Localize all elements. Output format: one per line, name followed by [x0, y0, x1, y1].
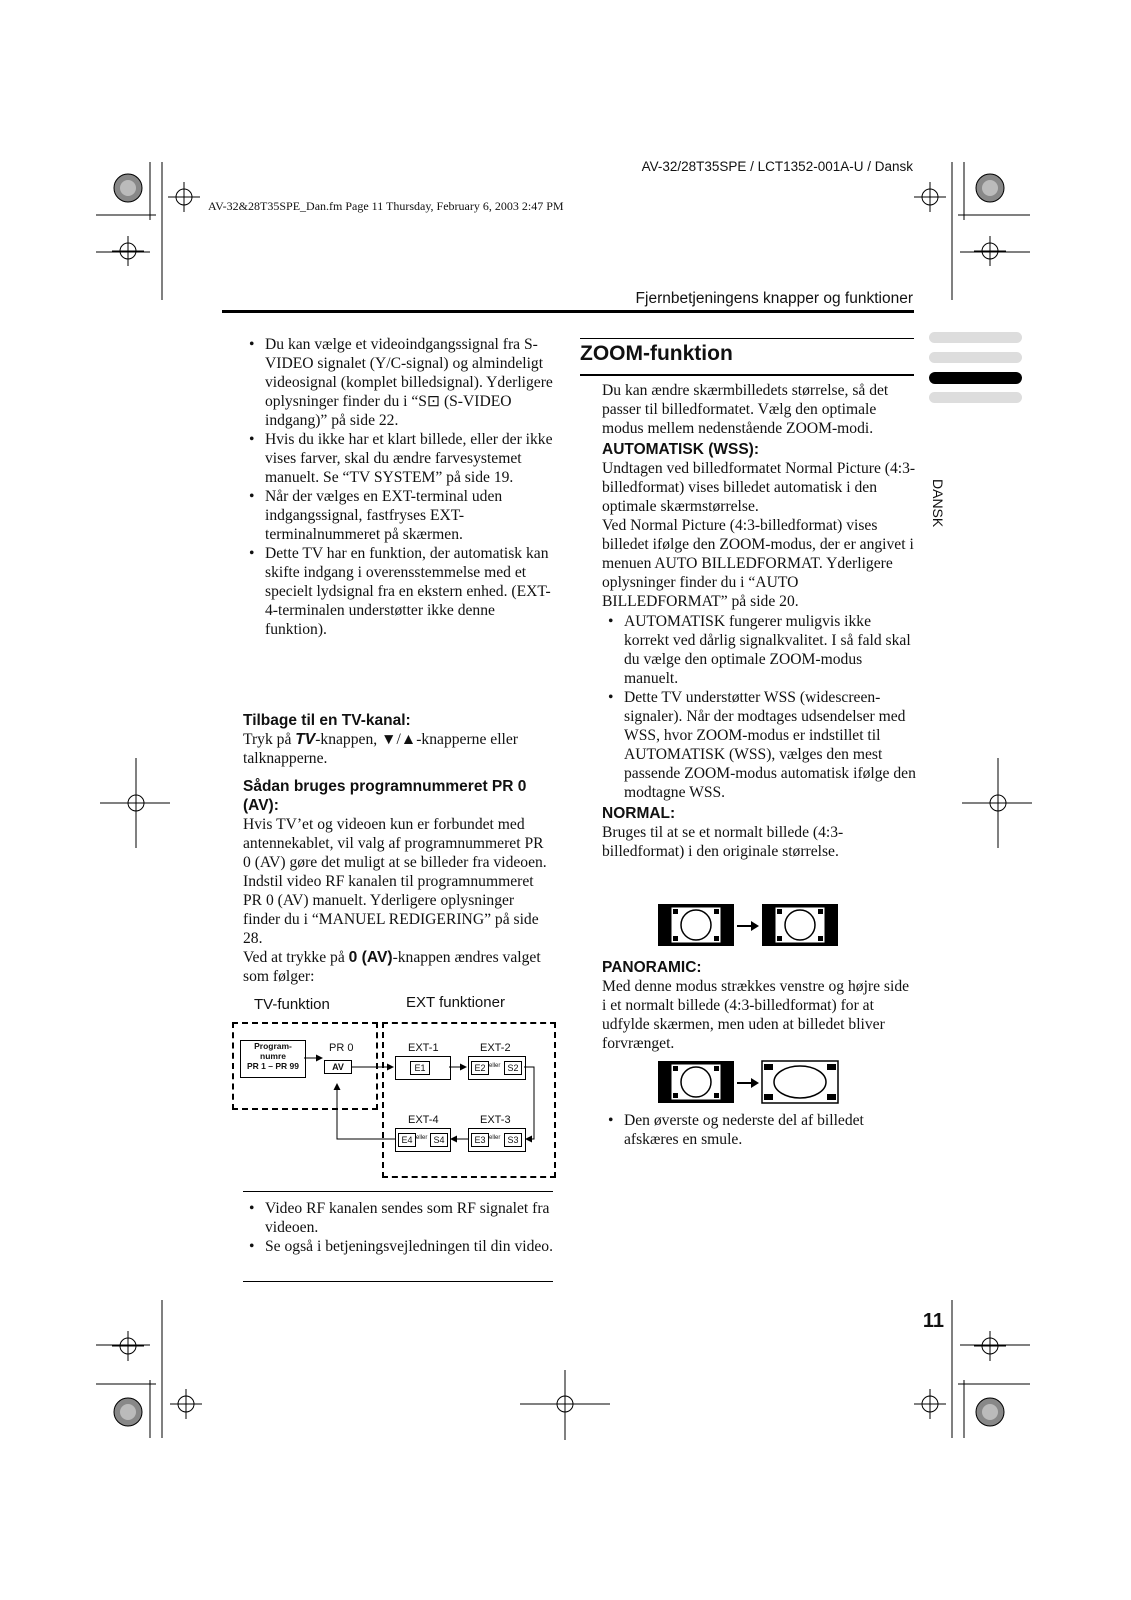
ext-function-label: EXT funktioner — [406, 994, 505, 1011]
auto-heading: AUTOMATISK (WSS): — [602, 441, 759, 458]
zoom-intro: Du kan ændre skærmbilledets størrelse, så det passer til billedformatet. Vælg den optimale modus mellem nedenstående ZOOM-modi. — [602, 382, 889, 437]
pr0-label: PR 0 — [329, 1042, 354, 1054]
list-item: • Dette TV understøtter WSS (widescreen-signaler). Når der modtages udsendelser med WSS, hvor ZOOM-modus er indstillet til AUTOMATISK (WSS), vælges den mest passende ZOOM-modus automatisk ifølge den modtagne WSS. — [602, 688, 916, 802]
auto-text: Ved Normal Picture (4:3-billedformat) vises billedet ifølge den ZOOM-modus, der er angivet i menuen AUTO BILLEDFORMAT. Yderligere oplysninger finder du i “AUTO BILLEDFORMAT” på side 20. — [602, 517, 914, 610]
arrow-right-icon — [737, 921, 759, 931]
tv-function-label: TV-funktion — [254, 996, 330, 1013]
tv-channel-heading: Tilbage til en TV-kanal: — [243, 712, 411, 729]
pr0-text: Hvis TV’et og videoen kun er forbundet med antennekablet, vil valg af programnummeret PR 0 (AV) gøre det muligt at se billeder fra videoen. Indstil video RF kanalen til programnummeret PR 0 (AV) manuelt. Yderligere oplysninger finder du i “MANUEL REDIGERING” på side 28. — [243, 816, 547, 947]
normal-mode-illustration — [657, 903, 839, 947]
eller-label: eller — [489, 1063, 501, 1069]
e1-key: E1 — [410, 1061, 430, 1075]
av-key: 0 (AV) — [348, 949, 393, 966]
model-line: AV-32/28T35SPE / LCT1352-001A-U / Dansk — [641, 159, 913, 174]
list-item: • Se også i betjeningsvejledningen til din video. — [243, 1237, 553, 1256]
eller-label: eller — [489, 1135, 501, 1141]
panoramic-heading: PANORAMIC: — [602, 959, 702, 976]
tv-channel-text: Tryk på TV-knappen, ▼/▲-knapperne eller talknapperne. — [243, 731, 518, 767]
side-tab — [929, 332, 1022, 343]
auto-text: Undtagen ved billedformatet Normal Picture (4:3-billedformat) vises billedet automatisk i den optimale skærmstørrelse. — [602, 460, 916, 515]
screen-4-3-icon — [658, 1061, 734, 1103]
panoramic-text: Med denne modus strækkes venstre og højre side i et normalt billede (4:3-billedformat) for at udfylde skærmen, men uden at billedet bliver forvrænget. — [602, 978, 910, 1052]
side-tab — [929, 352, 1022, 363]
ext4-label: EXT-4 — [408, 1114, 439, 1126]
normal-text: Bruges til at se et normalt billede (4:3-billedformat) i den originale størrelse. — [602, 824, 844, 860]
notes-rule-top — [243, 1191, 553, 1192]
list-item: • Du kan vælge et videoindgangssignal fra S-VIDEO signalet (Y/C-signal) og almindeligt videosignal (komplet billedsignal). Yderligere oplysninger finder du i “S⊡ (S-VIDEO indgang)” på side 22. — [243, 335, 553, 430]
screen-normal-icon — [762, 904, 838, 946]
pr0-text2: Ved at trykke på 0 (AV)-knappen ændres valget som følger: — [243, 949, 541, 985]
zoom-body — [602, 381, 916, 861]
ext3-label: EXT-3 — [480, 1114, 511, 1126]
side-tab-active — [929, 372, 1022, 384]
notes — [243, 1199, 553, 1256]
crop-mark-icon — [96, 160, 216, 300]
screen-panoramic-icon — [762, 1061, 838, 1103]
list-item: • Den øverste og nederste del af billedet afskæres en smule. — [602, 1111, 916, 1149]
crop-mark-icon — [900, 160, 1030, 300]
side-tab-label: DANSK — [930, 479, 946, 528]
crop-mark-icon — [520, 1370, 610, 1440]
notes-rule-bottom — [243, 1281, 553, 1282]
crop-mark-icon — [100, 758, 170, 848]
panoramic-section — [602, 958, 916, 1053]
list-item: • Video RF kanalen sendes som RF signalet fra videoen. — [243, 1199, 553, 1237]
normal-heading: NORMAL: — [602, 805, 676, 822]
section-title: Fjernbetjeningens knapper og funktioner — [635, 290, 913, 307]
list-item: • Når der vælges en EXT-terminal uden indgangssignal, fastfryses EXT-terminalnummeret på skærmen. — [243, 487, 553, 544]
eller-label: eller — [416, 1135, 428, 1141]
ext1-label: EXT-1 — [408, 1042, 439, 1054]
crop-mark-icon — [96, 1300, 216, 1440]
screen-4-3-icon — [658, 904, 734, 946]
file-line: AV-32&28T35SPE_Dan.fm Page 11 Thursday, February 6, 2003 2:47 PM — [208, 199, 564, 213]
list-item: • Dette TV har en funktion, der automatisk kan skifte indgang i overensstemmelse med et specielt lydsignal fra en ekstern enhed. (EXT-4-terminalen understøtter ikke denne funktion). — [243, 544, 553, 639]
e4-key: E4 — [398, 1133, 416, 1147]
input-cycle-diagram — [230, 996, 560, 1181]
e2-key: E2 — [471, 1061, 489, 1075]
program-box: Program- numre PR 1 – PR 99 — [240, 1040, 306, 1078]
zoom-title: ZOOM-funktion — [580, 342, 733, 365]
pr0-heading: Sådan bruges programnummeret PR 0 (AV): — [243, 778, 527, 814]
pr0-section — [243, 777, 555, 986]
list-item: • Hvis du ikke har et klart billede, eller der ikke vises farver, skal du ændre farvesystemet manuelt. Se “TV SYSTEM” på side 19. — [243, 430, 553, 487]
panoramic-notes — [602, 1111, 916, 1149]
zoom-rule-bottom — [580, 374, 914, 376]
zoom-rule-top — [580, 338, 914, 339]
s4-key: S4 — [430, 1133, 448, 1147]
diagram-arrows — [230, 996, 560, 1181]
tv-key: TV — [295, 731, 316, 748]
side-tab — [929, 392, 1022, 403]
ext2-label: EXT-2 — [480, 1042, 511, 1054]
s3-key: S3 — [504, 1133, 522, 1147]
av-key-box: AV — [324, 1060, 352, 1074]
panoramic-mode-illustration — [657, 1060, 839, 1104]
arrow-right-icon — [737, 1078, 759, 1088]
crop-mark-icon — [962, 758, 1032, 848]
header-rule — [222, 310, 914, 313]
e3-key: E3 — [471, 1133, 489, 1147]
list-item: • AUTOMATISK fungerer muligvis ikke korrekt ved dårlig signalkvalitet. I så fald skal du vælge den optimale ZOOM-modus manuelt. — [602, 612, 916, 688]
left-column-bullets — [265, 335, 553, 639]
s2-key: S2 — [504, 1061, 522, 1075]
tv-channel-section — [243, 711, 555, 768]
page-number: 11 — [922, 1310, 944, 1332]
